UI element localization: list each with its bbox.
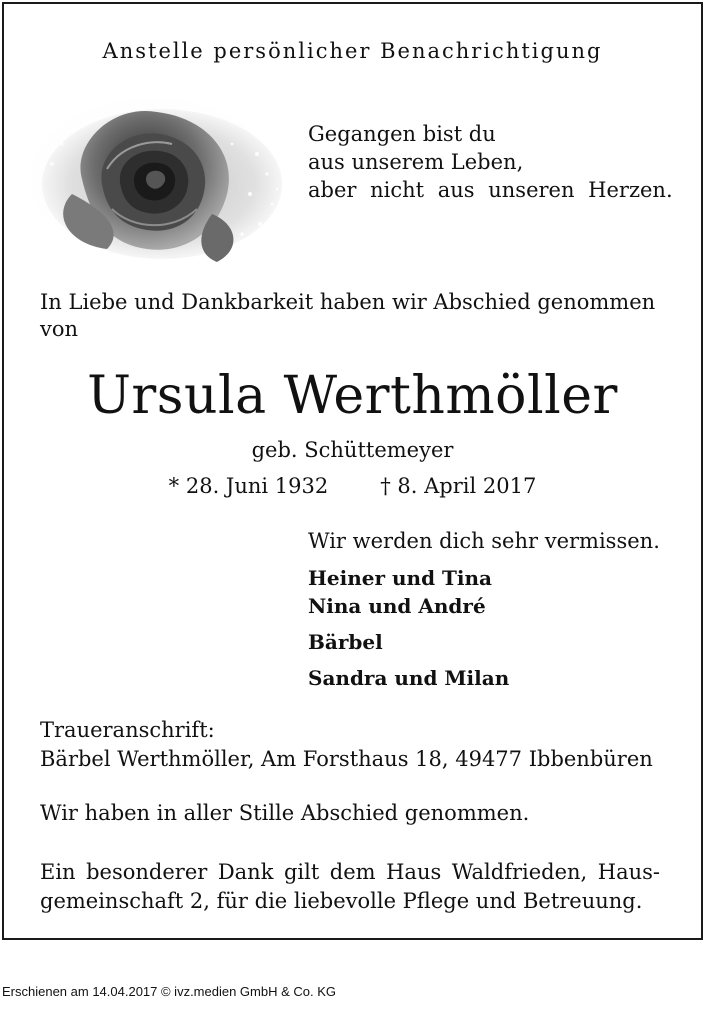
mourner-name: Heiner und Tina	[308, 566, 492, 590]
poem	[308, 120, 673, 204]
publication-footer: Erschienen am 14.04.2017 © ivz.medien GmbH & Co. KG	[2, 984, 337, 999]
birth-date: * 28. Juni 1932	[168, 474, 329, 498]
poem-line: Gegangen bist du	[308, 122, 496, 146]
stille-note: Wir haben in aller Stille Abschied genommen.	[40, 801, 530, 825]
death-date: † 8. April 2017	[380, 474, 537, 498]
obituary-notice	[2, 2, 703, 940]
poem-line: aus unserem Leben,	[308, 150, 524, 174]
closing-line: Wir werden dich sehr vermissen.	[308, 529, 660, 553]
thanks-text: Ein besonderer Dank gilt dem Haus Waldfrieden, Haus- gemeinschaft 2, für die liebevolle Pflege und Betreuung.	[40, 860, 660, 913]
address-label: Traueranschrift:	[40, 718, 215, 742]
mourner-name: Bärbel	[308, 630, 383, 654]
rose-image	[12, 84, 294, 274]
birth-name: geb. Schüttemeyer	[251, 438, 454, 462]
intro-text: In Liebe und Dankbarkeit haben wir Abschied genommen von	[40, 290, 656, 341]
life-dates	[4, 474, 701, 498]
mourning-address	[40, 716, 653, 774]
deceased-name: Ursula Werthmöller	[87, 366, 618, 426]
notice-header: Anstelle persönlicher Benachrichtigung	[102, 39, 603, 63]
mourner-name: Sandra und Milan	[308, 666, 510, 690]
poem-line: aber nicht aus unseren Herzen.	[308, 178, 673, 202]
mourner-name: Nina und André	[308, 594, 486, 618]
address-line: Bärbel Werthmöller, Am Forsthaus 18, 49477 Ibbenbüren	[40, 747, 653, 771]
